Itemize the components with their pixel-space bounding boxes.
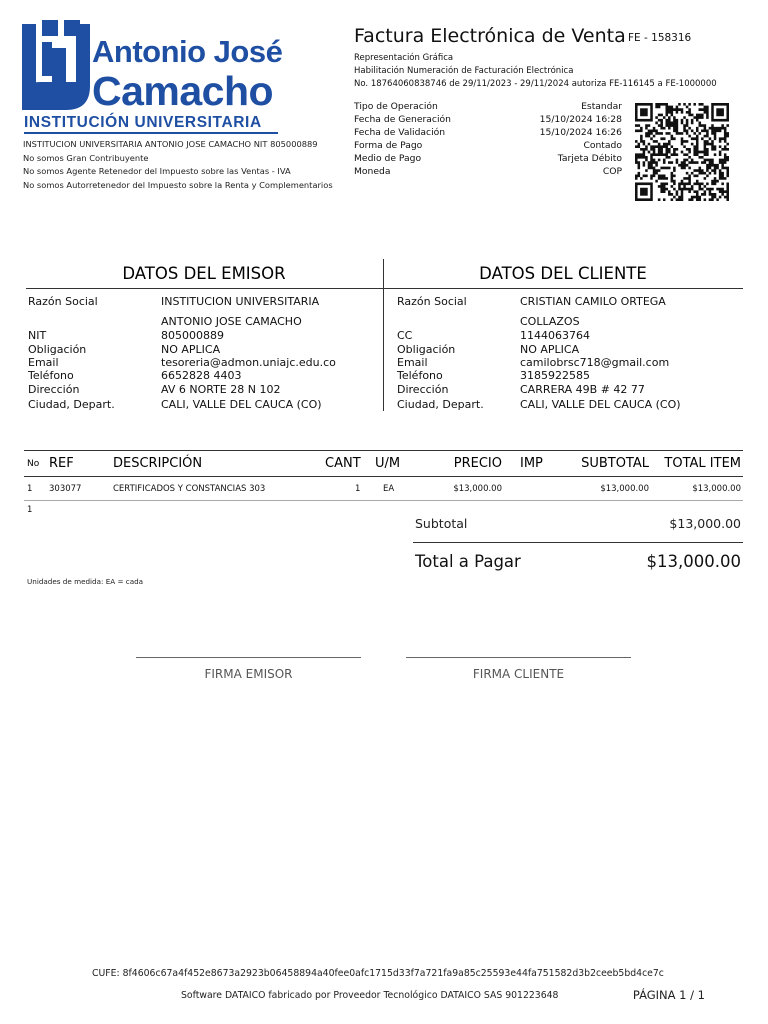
meta-label: Medio de Pago bbox=[354, 153, 422, 164]
cufe-code: CUFE: 8f4606c67a4f452e8673a2923b06458894a40fee0afc1715d33f7a721fa9a85c25593e44fa751582d3b2ceeb5bd4ce7c bbox=[92, 968, 664, 979]
cliente-section-title: DATOS DEL CLIENTE bbox=[479, 264, 647, 283]
cell-quantity: 1 bbox=[355, 484, 361, 494]
emisor-razon-value: ANTONIO JOSE CAMACHO bbox=[161, 315, 302, 328]
emisor-field-value: AV 6 NORTE 28 N 102 bbox=[161, 383, 281, 396]
cliente-field-label: Email bbox=[397, 356, 428, 369]
cliente-field-label: CC bbox=[397, 329, 413, 342]
meta-value: Tarjeta Débito bbox=[557, 153, 622, 164]
logo-name-line1: Antonio José bbox=[92, 34, 283, 69]
representation-line: Representación Gráfica bbox=[354, 53, 454, 63]
emisor-field-value: tesoreria@admon.uniajc.edu.co bbox=[161, 356, 336, 369]
cell-ref: 303077 bbox=[49, 484, 82, 494]
emisor-field-value: CALI, VALLE DEL CAUCA (CO) bbox=[161, 398, 322, 411]
section-divider bbox=[26, 288, 743, 289]
subtotal-label: Subtotal bbox=[415, 516, 468, 531]
emisor-field-label: Obligación bbox=[28, 343, 87, 356]
cliente-field-value: 3185922585 bbox=[520, 369, 590, 382]
cell-total-item: $13,000.00 bbox=[692, 484, 741, 494]
issuer-info-line: No somos Autorretenedor del Impuesto sobre la Renta y Complementarios bbox=[23, 180, 333, 190]
cell-price: $13,000.00 bbox=[453, 484, 502, 494]
col-header-total-item: TOTAL ITEM bbox=[664, 456, 741, 471]
institution-logo bbox=[22, 18, 282, 134]
meta-label: Fecha de Validación bbox=[354, 127, 446, 138]
signature-label-cliente: FIRMA CLIENTE bbox=[472, 667, 565, 681]
meta-value: 15/10/2024 16:28 bbox=[539, 114, 622, 125]
total-value: $13,000.00 bbox=[646, 552, 741, 571]
signature-label-emisor: FIRMA EMISOR bbox=[204, 667, 293, 681]
col-header-price: PRECIO bbox=[453, 456, 502, 471]
table-header-rule bbox=[24, 476, 743, 477]
page-number: PÁGINA 1 / 1 bbox=[632, 988, 705, 1002]
issuer-info-line: No somos Agente Retenedor del Impuesto sobre las Ventas - IVA bbox=[23, 166, 291, 176]
cliente-field-label: Ciudad, Depart. bbox=[397, 398, 484, 411]
meta-label: Fecha de Generación bbox=[354, 114, 451, 125]
cliente-field-label: Teléfono bbox=[397, 369, 443, 382]
meta-label: Moneda bbox=[354, 166, 391, 177]
cliente-field-label: Dirección bbox=[397, 383, 449, 396]
emisor-field-label: Ciudad, Depart. bbox=[28, 398, 115, 411]
logo-rule bbox=[24, 132, 278, 134]
cliente-field-label: Obligación bbox=[397, 343, 456, 356]
signature-line-cliente bbox=[406, 657, 631, 658]
logo-subtitle: INSTITUCIÓN UNIVERSITARIA bbox=[24, 114, 262, 131]
col-header-quantity: CANT bbox=[325, 456, 361, 471]
cliente-field-value: camilobrsc718@gmail.com bbox=[520, 356, 670, 369]
cliente-field-value: CARRERA 49B # 42 77 bbox=[520, 383, 645, 396]
cliente-razon-label: Razón Social bbox=[397, 295, 467, 308]
emisor-field-value: NO APLICA bbox=[161, 343, 221, 356]
issuer-info-line: No somos Gran Contribuyente bbox=[23, 153, 149, 163]
logo-name-line2: Camacho bbox=[92, 68, 274, 114]
emisor-field-value: 6652828 4403 bbox=[161, 369, 242, 382]
section-vertical-divider bbox=[383, 259, 384, 411]
meta-value: COP bbox=[602, 166, 622, 177]
cell-unit: EA bbox=[383, 484, 395, 494]
meta-label: Forma de Pago bbox=[354, 140, 423, 151]
totals-divider bbox=[413, 542, 743, 543]
emisor-razon-label: Razón Social bbox=[28, 295, 98, 308]
emisor-field-label: NIT bbox=[28, 329, 47, 342]
cell-description: CERTIFICADOS Y CONSTANCIAS 303 bbox=[113, 484, 266, 494]
cliente-field-value: NO APLICA bbox=[520, 343, 580, 356]
meta-value: Estandar bbox=[581, 101, 622, 112]
cliente-field-value: 1144063764 bbox=[520, 329, 590, 342]
total-label: Total a Pagar bbox=[415, 552, 521, 571]
meta-value: 15/10/2024 16:26 bbox=[539, 127, 622, 138]
document-title: Factura Electrónica de Venta bbox=[354, 25, 626, 47]
software-credit: Software DATAICO fabricado por Proveedor Tecnológico DATAICO SAS 901223648 bbox=[181, 990, 559, 1001]
document-number: FE - 158316 bbox=[628, 32, 692, 44]
table-bottom-rule bbox=[24, 500, 743, 501]
emisor-field-label: Teléfono bbox=[28, 369, 74, 382]
signature-line-emisor bbox=[136, 657, 361, 658]
emisor-razon-value: INSTITUCION UNIVERSITARIA bbox=[161, 295, 320, 308]
meta-label: Tipo de Operación bbox=[354, 101, 438, 112]
issuer-info-line: INSTITUCION UNIVERSITARIA ANTONIO JOSE CAMACHO NIT 805000889 bbox=[23, 139, 318, 149]
representation-line: Habilitación Numeración de Facturación Electrónica bbox=[354, 66, 574, 76]
cliente-razon-value: CRISTIAN CAMILO ORTEGA bbox=[520, 295, 666, 308]
col-header-description: DESCRIPCIÓN bbox=[113, 456, 203, 471]
col-header-unit: U/M bbox=[375, 456, 401, 471]
col-header-no: No bbox=[27, 459, 40, 469]
emisor-field-label: Email bbox=[28, 356, 59, 369]
emisor-field-value: 805000889 bbox=[161, 329, 224, 342]
emisor-section-title: DATOS DEL EMISOR bbox=[122, 264, 286, 283]
emisor-field-label: Dirección bbox=[28, 383, 80, 396]
col-header-ref: REF bbox=[49, 456, 74, 471]
meta-value: Contado bbox=[583, 140, 622, 151]
cliente-razon-value: COLLAZOS bbox=[520, 315, 580, 328]
units-note: Unidades de medida: EA = cada bbox=[27, 577, 144, 586]
cell-subtotal: $13,000.00 bbox=[600, 484, 649, 494]
table-top-rule bbox=[24, 450, 743, 451]
representation-line: No. 18764060838746 de 29/11/2023 - 29/11/2024 autoriza FE-116145 a FE-1000000 bbox=[354, 79, 717, 89]
item-count: 1 bbox=[27, 505, 33, 515]
logo-mark-icon bbox=[22, 20, 90, 112]
qr-code-icon bbox=[635, 103, 729, 201]
col-header-subtotal: SUBTOTAL bbox=[581, 456, 649, 471]
col-header-tax: IMP bbox=[520, 456, 543, 471]
subtotal-value: $13,000.00 bbox=[669, 516, 741, 531]
cliente-field-value: CALI, VALLE DEL CAUCA (CO) bbox=[520, 398, 681, 411]
cell-no: 1 bbox=[27, 484, 33, 494]
